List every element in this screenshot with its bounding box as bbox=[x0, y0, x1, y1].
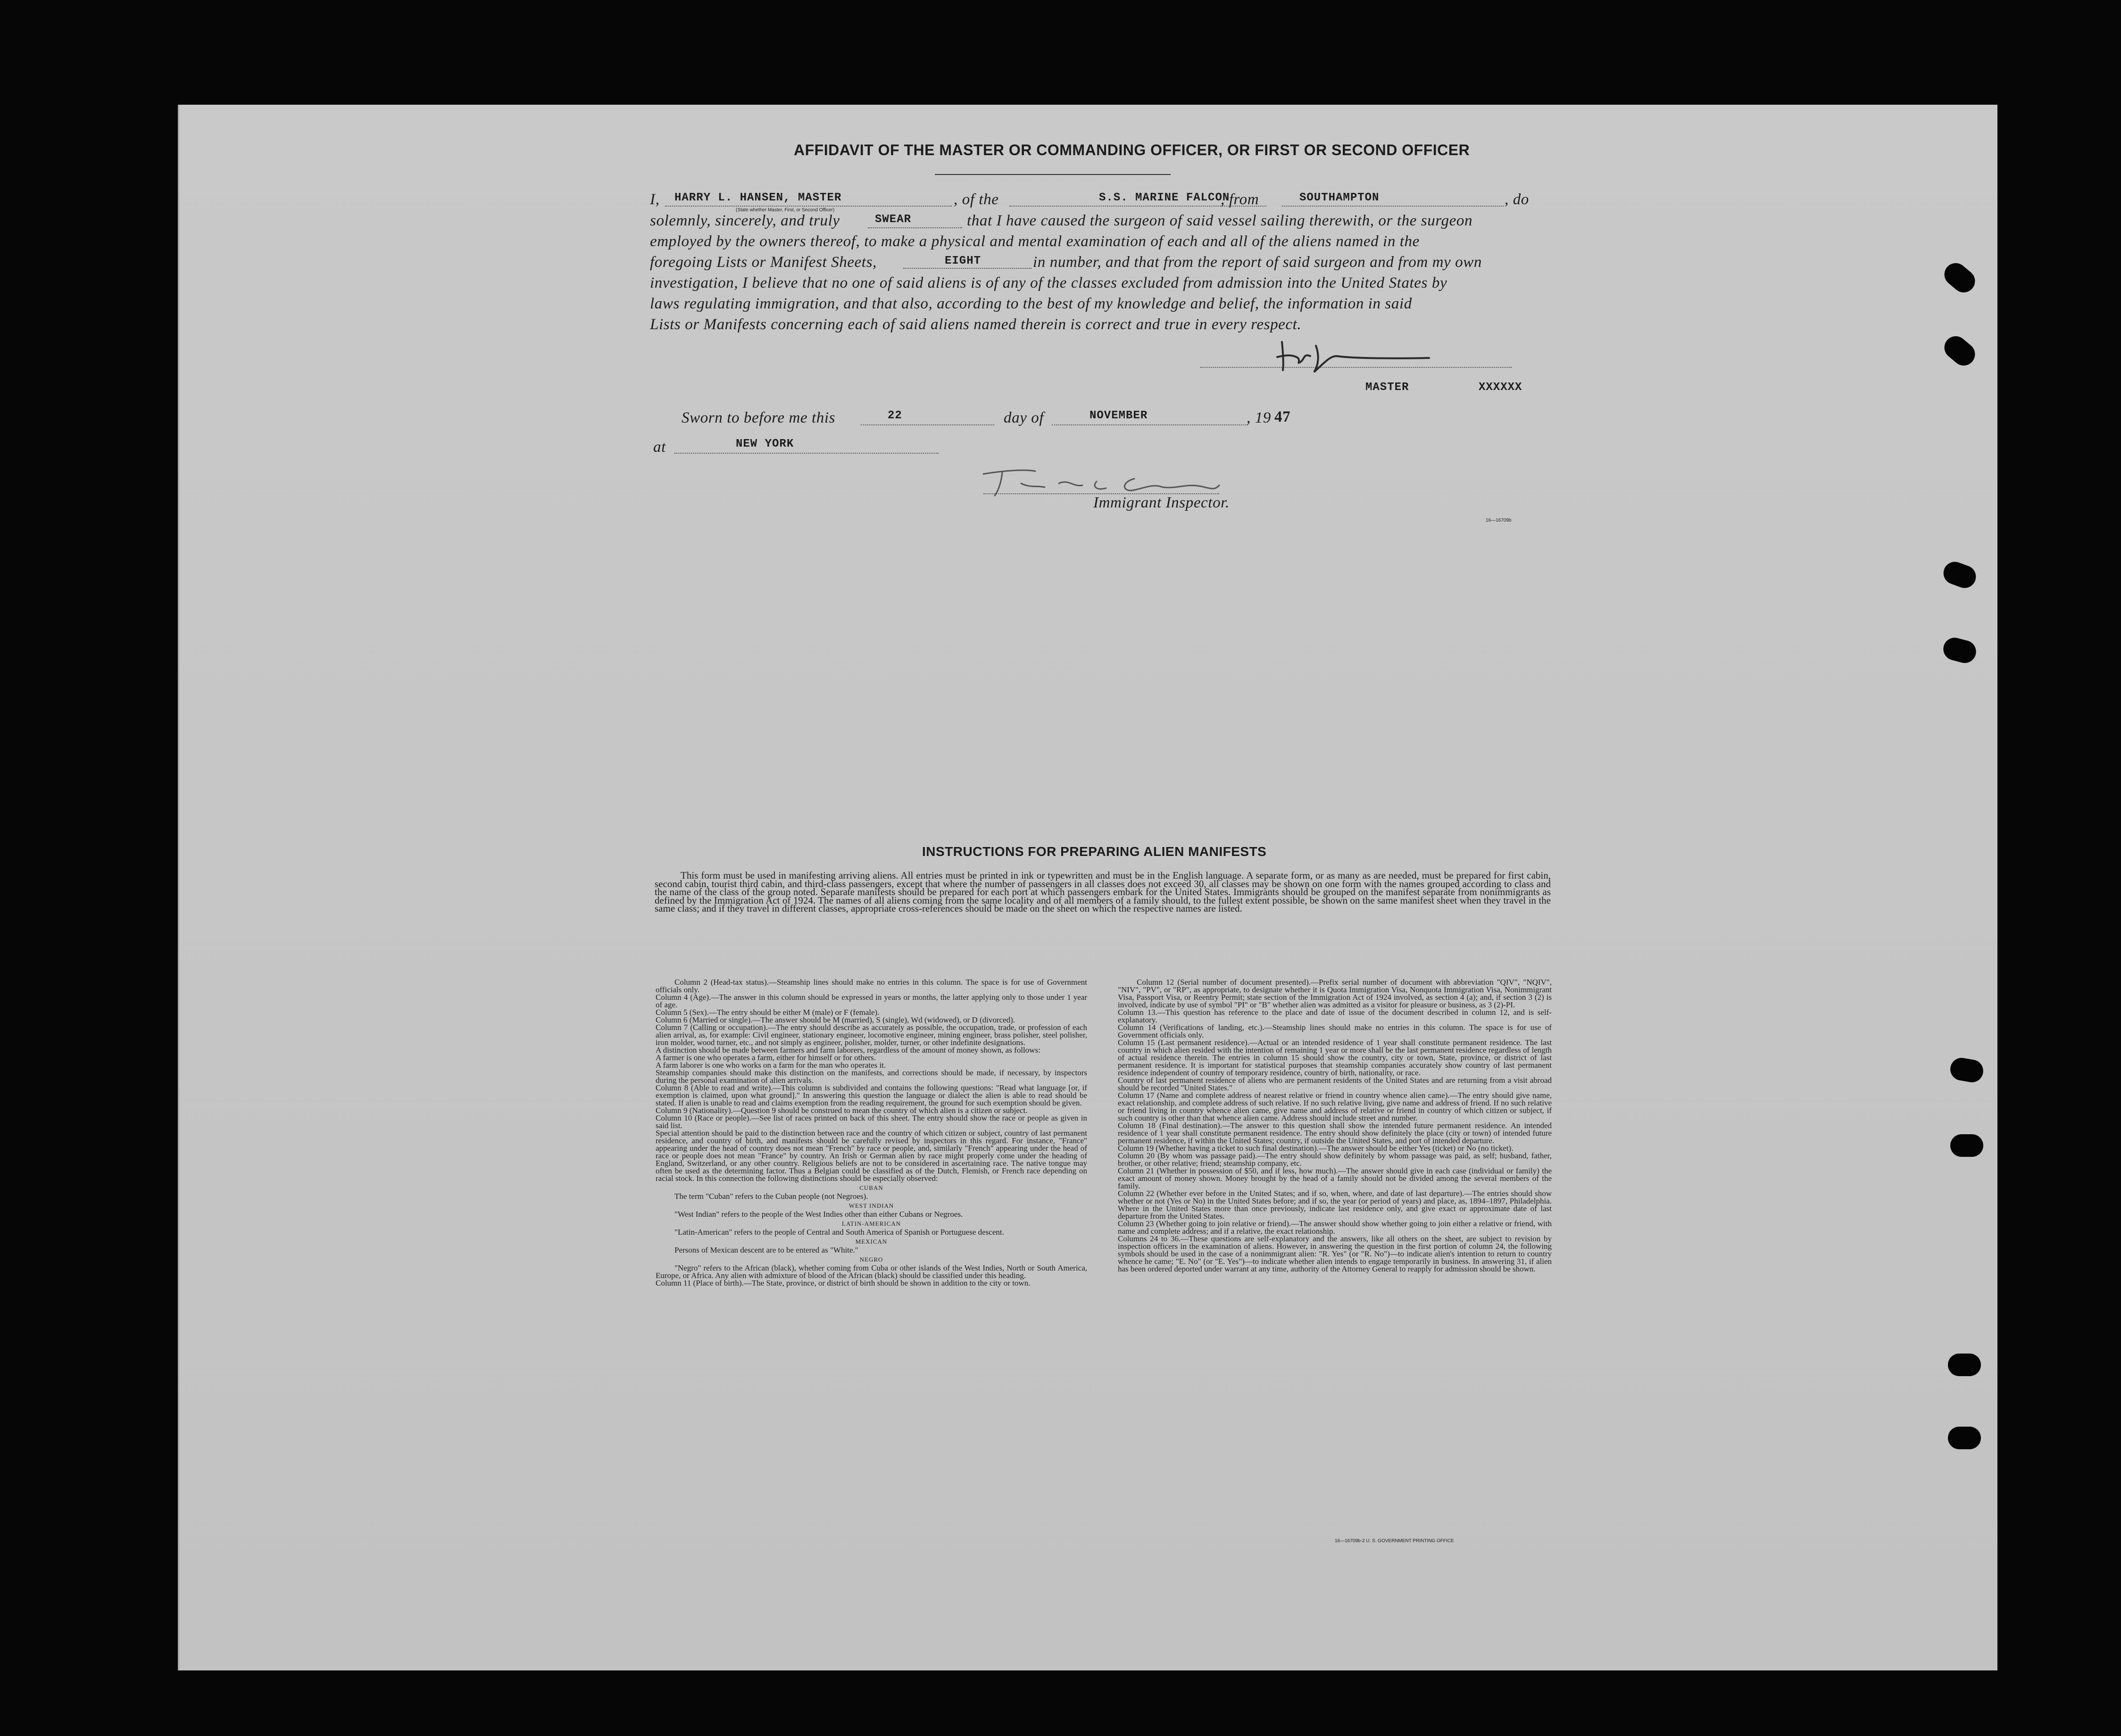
affidavit-line-3: employed by the owners thereof, to make a physical and mental examination of each and all of the aliens named in the bbox=[650, 233, 1420, 250]
oath-line bbox=[868, 227, 962, 228]
inspector-caption: Immigrant Inspector. bbox=[1093, 494, 1230, 511]
west-indian-text: "West Indian" refers to the people of the West Indies other than either Cubans or Negroes. bbox=[674, 1210, 963, 1219]
sworn-label: Sworn to before me this bbox=[682, 409, 836, 426]
vessel-field: S.S. MARINE FALCON bbox=[1099, 191, 1230, 204]
word-of-the: , of the bbox=[954, 191, 999, 208]
port-line bbox=[1282, 206, 1504, 207]
year-field: 47 bbox=[1274, 408, 1291, 425]
punch-hole bbox=[1950, 1134, 1983, 1157]
place-field: NEW YORK bbox=[736, 438, 794, 450]
place-line bbox=[674, 453, 939, 454]
affidavit-line-5: investigation, I believe that no one of said aliens is of any of the classes excluded from admission into the United States by bbox=[650, 274, 1447, 291]
master-signature bbox=[1273, 337, 1481, 375]
word-do: , do bbox=[1505, 191, 1529, 208]
master-name-line bbox=[665, 206, 952, 207]
rank-field: MASTER bbox=[1365, 381, 1409, 394]
left-column-text: Column 2 (Head-tax status).—Steamship lines should make no entries in this column. The space is for use of Government officials only. Column 4 (Age).—The answer in this column should be expressed in years or months, the latter applying only to those under 1 year of age. Column 5 (Sex).—The entry should be either M (male) or F (female). Column 6 (Married or single).—The answer should be M (married), S (single), Wd (widowed), or D (divorced). Column 7 (Calling or occupation).—The entry should describe as accurately as possible, the occupation, trade, or profession of each alien arrival, as, for example: Civil engineer, stationary engineer, locomotive engineer, mining engineer, brass polisher, steel polisher, iron molder, wood turner, etc., and not simply as engineer, polisher, molder, turner, or other indefinite designations. A distinction should be made between farmers and farm laborers, regardless of the amount of money shown, as follows: A farmer is one who operates a farm, either for himself or for others. A farm laborer is one who works on a farm for the man who operates it. Steamship companies should make this distinction on the manifests, and corrections should be made, if necessary, by inspectors during the personal examination of alien arrivals. Column 8 (Able to read and write).—This column is subdivided and contains the following questions: "Read what language [or, if exemption is claimed, upon what ground]." In answering this question the language or dialect the alien is able to read should be stated. If alien is unable to read and claims exemption from the reading requirement, the ground for such exemption should be given. Column 9 (Nationality).—Question 9 should be construed to mean the country of which alien is a citizen or subject. Column 10 (Race or people).—See list of races printed on back of this sheet. The entry should show the race or people as given in said list. Special attention should be paid to the distinction between race and the country of which citizen or subject, country of last permanent residence, and country of birth, and manifests should be carefully revised by inspectors in this regard. For instance, "France" appearing under the head of country does not mean "French" by race or people, and, similarly "French" appearing under the head of race or people does not mean "France" by country. An Irish or German alien by race might properly come under the heading of England, Switzerland, or any other country. Religious beliefs are not to be considered in ascertaining race. The native tongue may often be used as the determining factor. Thus a Belgian could be classified as of the Dutch, Flemish, or French race depending on racial stock. In this connection the following distinctions should be especially observed: bbox=[656, 978, 1087, 1183]
at-label: at bbox=[653, 439, 666, 456]
sheet-count-field: EIGHT bbox=[945, 255, 981, 267]
affidavit-line-6: laws regulating immigration, and that also, according to the best of my knowledge and belief, the information in said bbox=[650, 295, 1412, 312]
sheets-line bbox=[903, 268, 1031, 269]
instructions-intro: This form must be used in manifesting arriving aliens. All entries must be printed in ink or typewritten and must be in the English language. A separate form, or as many as are needed, must be prepared for first cabin, second cabin, tourist third cabin, and third-class passengers, except that where the number of passengers in all classes does not exceed 30, all classes may be shown on one form with the names grouped according to class and the name of the class of the group noted. Separate manifests should be prepared for each port at which passengers embark for the United States. Immigrants should be grouped on the manifest separate from nonimmigrants as defined by the Immigration Act of 1924. The names of all aliens coming from the same locality and of all members of a family should, to the fullest extent possible, be shown on the same manifest sheet when they travel in the same class; and if they travel in different classes, appropriate cross-references should be made on the sheet on which the respective names are listed. bbox=[655, 870, 1551, 914]
affidavit-line-7: Lists or Manifests concerning each of said aliens named therein is correct and true in every respect. bbox=[650, 316, 1302, 333]
form-number: 16—16709b bbox=[1486, 518, 1512, 523]
word-from: , from bbox=[1221, 191, 1259, 208]
affidavit-title: AFFIDAVIT OF THE MASTER OR COMMANDING OFFICER, OR FIRST OR SECOND OFFICER bbox=[794, 141, 1470, 158]
master-name-field: HARRY L. HANSEN, MASTER bbox=[674, 191, 842, 204]
cuban-text: The term "Cuban" refers to the Cuban people (not Negroes). bbox=[674, 1192, 868, 1201]
mexican-text: Persons of Mexican descent are to be entered as "White." bbox=[674, 1246, 858, 1254]
century-label: , 19 bbox=[1247, 409, 1271, 426]
latin-american-heading: LATIN-AMERICAN bbox=[841, 1220, 901, 1227]
punch-hole bbox=[1948, 1354, 1981, 1376]
negro-heading: NEGRO bbox=[859, 1256, 883, 1263]
affidavit-line-4b: in number, and that from the report of said surgeon and from my own bbox=[1033, 254, 1482, 271]
rank-caption: (State whether Master, First, or Second Officer) bbox=[736, 208, 835, 213]
departure-port-field: SOUTHAMPTON bbox=[1299, 191, 1380, 204]
instructions-title: INSTRUCTIONS FOR PREPARING ALIEN MANIFESTS bbox=[922, 844, 1267, 859]
latin-american-text: "Latin-American" refers to the people of Central and South America of Spanish or Portuguese descent. bbox=[674, 1228, 1004, 1237]
month-line bbox=[1052, 424, 1248, 425]
instructions-right-column bbox=[1118, 979, 1552, 1273]
mexican-heading: MEXICAN bbox=[855, 1238, 888, 1245]
punch-hole bbox=[1948, 1427, 1981, 1449]
affidavit-line-2b: that I have caused the surgeon of said vessel sailing therewith, or the surgeon bbox=[967, 212, 1473, 229]
cuban-heading: CUBAN bbox=[859, 1184, 883, 1191]
affidavit-line-2a: solemnly, sincerely, and truly bbox=[650, 212, 840, 229]
month-field: NOVEMBER bbox=[1090, 409, 1148, 422]
struck-word: XXXXXX bbox=[1479, 381, 1522, 394]
printing-office-footer: 16—16709b-2 U. S. GOVERNMENT PRINTING OFFICE bbox=[1335, 1538, 1454, 1544]
instructions-left-column bbox=[656, 979, 1087, 1287]
oath-field: SWEAR bbox=[875, 213, 912, 226]
day-field: 22 bbox=[888, 409, 902, 422]
word-i: I, bbox=[650, 191, 660, 208]
day-line bbox=[861, 424, 994, 425]
day-of-label: day of bbox=[1004, 409, 1044, 426]
right-column-text: Column 12 (Serial number of document presented).—Prefix serial number of document with abbreviation "QIV", "NQIV", "NIV", "PV", or "RP", as appropriate, to designate whether it is Quota Immigration Visa, Nonquota Immigration Visa, Nonimmigrant Visa, Passport Visa, or Reentry Permit; state section of the Immigration Act of 1924 involved, as section 4 (a); and, if section 3 (2) is involved, indicate by use of symbol "PI" or "B" whether alien was admitted as a visitor for pleasure or business, as 3 (2)-PI. Column 13.—This question has reference to the place and date of issue of the document described in column 12, and is self-explanatory. Column 14 (Verifications of landing, etc.).—Steamship lines should make no entries in this column. The space is for use of Government officials only. Column 15 (Last permanent residence).—Actual or an intended residence of 1 year shall constitute permanent residence. The last country in which alien resided with the intention of remaining 1 year or more shall be the last permanent residence regardless of length of actual residence therein. The entries in column 15 should show the country, city or town, State, province, or district of last permanent residence. It is important for statistical purposes that steamship companies accurately show country of last permanent residence independent of country of temporary residence, country of birth, nationality, or race. Country of last permanent residence of aliens who are permanent residents of the United States and are returning from a visit abroad should be recorded "United States." Column 17 (Name and complete address of nearest relative or friend in country whence alien came).—The entry should give name, exact relationship, and complete address of such relative. If no such relative living, give name and address of friend. If no such relative or friend living in country whence alien came, give name and address of relative or friend in country of which citizen or subject, if such country is other than that whence alien came. Address should include street and number. Column 18 (Final destination).—The answer to this question shall show the intended future permanent residence. An intended residence of 1 year shall constitute permanent residence. The entry should show definitely the place (city or town) of intended future permanent residence, if within the United States; country, if outside the United States, and port of intended departure. Column 19 (Whether having a ticket to such final destination).—The answer should be either Yes (ticket) or No (no ticket). Column 20 (By whom was passage paid).—The entry should show definitely by whom passage was paid, as self; husband, father, brother, or other relative; friend; steamship company, etc. Column 21 (Whether in possession of $50, and if less, how much).—The answer should give in each case (individual or family) the exact amount of money shown. Money brought by the head of a family should not be divided among the several members of the family. Column 22 (Whether ever before in the United States; and if so, when, where, and date of last departure).—The entries should show whether or not (Yes or No) in the United States before; and if so, the year (or period of years) and place, as, 1894–1897, Philadelphia. Where in the United States more than once previously, indicate last residence only, and give exact or approximate date of last departure from the United States. Column 23 (Whether going to join relative or friend).—The answer should show whether going to join either a relative or friend, with name and complete address; and if a relative, the exact relationship. Columns 24 to 36.—These questions are self-explanatory and the answers, like all others on the sheet, are subject to revision by inspection officers in the examination of aliens. However, in answering the question in the first portion of column 24, the following symbols should be used in the case of a nonimmigrant alien: "R. Yes" (or "R. No")—to indicate alien's intention to return to country whence he came; "E. No" (or "E. Yes")—to indicate whether alien intends to engage temporarily in business. In answering 31, if alien has been ordered deported under warrant at any time, authority of the Attorney General to reapply for admission should be shown. bbox=[1118, 978, 1552, 1273]
negro-text: "Negro" refers to the African (black), whether coming from Cuba or other islands of the West Indies, North or South America, Europe, or Africa. Any alien with admixture of blood of the African (black) should be classified under this heading. Column 11 (Place of birth).—The State, province, or district of birth should be shown in addition to the city or town. bbox=[656, 1263, 1087, 1287]
west-indian-heading: WEST INDIAN bbox=[848, 1202, 894, 1209]
affidavit-line-4a: foregoing Lists or Manifest Sheets, bbox=[650, 254, 877, 271]
title-rule bbox=[935, 174, 1171, 175]
